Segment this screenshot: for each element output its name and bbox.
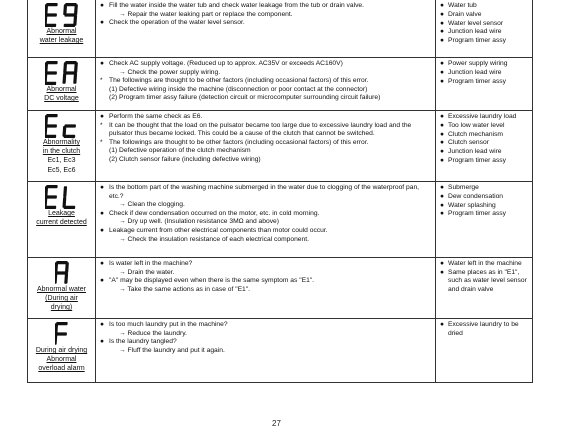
- bullet-icon: ●: [440, 148, 445, 156]
- check-item-text: → Repair the water leaking part or replace the component.: [119, 10, 293, 18]
- error-code-label: in the clutch: [42, 148, 81, 155]
- check-item: [99, 139, 433, 148]
- segment-display-code: [45, 114, 78, 138]
- related-part-text: Submerge: [448, 184, 479, 191]
- bullet-icon: ●: [100, 321, 105, 328]
- error-code-variant: Ec1, Ec3: [47, 157, 76, 164]
- check-item-text: → Check the insulation resistance of each electrical component.: [119, 235, 309, 243]
- check-procedure-cell: [96, 58, 436, 111]
- bullet-icon: ●: [440, 10, 445, 18]
- check-item: [99, 184, 433, 201]
- bullet-icon: ●: [440, 156, 445, 164]
- check-item-text: Fill the water inside the water tub and check water leakage from the tub or drain valve.: [109, 2, 365, 9]
- bullet-icon: ●: [440, 139, 445, 147]
- bullet-icon: ●: [100, 277, 105, 285]
- check-item-text: (2) Program timer assy failure (detection circuit or microcomputer surrounding circuit failure): [109, 94, 381, 102]
- check-item-text: It can be thought that the load on the pulsator became too large due to excessive laundry load and the pulsator thus became locked. This could be a cause of the clutch that cannot be switched.: [109, 121, 412, 138]
- check-item-text: Is too much laundry put in the machine?: [109, 321, 228, 328]
- check-item-text: → Dry up well. (Insulation resistance 3MΩ and above): [119, 218, 279, 226]
- related-part: [439, 60, 530, 69]
- check-procedure-cell: [96, 0, 436, 58]
- bullet-icon: ●: [440, 192, 445, 200]
- check-item-text: → Drain the water.: [119, 268, 175, 276]
- segment-display-code: [45, 185, 78, 209]
- bullet-icon: ●: [100, 2, 105, 9]
- segment-display-code: [45, 61, 78, 85]
- related-part: [439, 260, 530, 269]
- check-item: [99, 321, 433, 330]
- check-item-text: The followings are thought to be other factors (including occasional factors) of this error.: [109, 138, 369, 146]
- related-part: [439, 139, 530, 148]
- related-part-text: Water level sensor: [448, 19, 504, 27]
- related-part-text: Water splashing: [448, 201, 496, 209]
- related-part: [439, 69, 530, 78]
- check-item: [99, 277, 433, 286]
- segment-display-code: [55, 322, 69, 346]
- related-part-text: Program timer assy: [448, 156, 506, 164]
- bullet-icon: ●: [440, 28, 445, 36]
- bullet-icon: ●: [440, 268, 445, 276]
- bullet-icon: ●: [100, 209, 105, 217]
- check-item: [99, 19, 433, 28]
- bullet-icon: ●: [440, 68, 445, 76]
- check-item-text: The followings are thought to be other factors (including occasional factors) of this error.: [109, 77, 369, 85]
- error-code-cell: [28, 0, 96, 58]
- bullet-icon: ●: [440, 130, 445, 138]
- related-part-text: Program timer assy: [448, 210, 506, 218]
- check-item: [99, 236, 433, 245]
- related-part: [439, 113, 530, 122]
- segment-display-code: [55, 261, 69, 285]
- bullet-icon: ●: [100, 260, 105, 267]
- error-code-label: Abnormality: [43, 139, 80, 146]
- related-part-text: Same places as in "E1", such as water level sensor and drain valve: [448, 268, 527, 293]
- related-parts-cell: [436, 258, 533, 319]
- related-part: [439, 11, 530, 20]
- bullet-icon: ●: [440, 2, 445, 9]
- related-part: [439, 269, 530, 295]
- related-part-text: Clutch mechanism: [448, 130, 504, 138]
- related-part-text: Excessive laundry to be dried: [448, 321, 519, 337]
- error-code-label: DC voltage: [44, 95, 79, 102]
- related-parts-cell: [436, 182, 533, 258]
- related-part-text: Power supply wiring: [448, 60, 508, 67]
- check-procedure-cell: [96, 182, 436, 258]
- check-item: [99, 77, 433, 86]
- related-part-text: Excessive laundry load: [448, 113, 517, 120]
- check-procedure-cell: [96, 319, 436, 383]
- related-part: [439, 210, 530, 219]
- error-code-label: overload alarm: [38, 365, 85, 372]
- related-parts-cell: [436, 0, 533, 58]
- related-part: [439, 321, 530, 338]
- bullet-icon: ●: [440, 260, 445, 267]
- related-part: [439, 157, 530, 166]
- related-part: [439, 2, 530, 11]
- error-code-label: current detected: [36, 219, 87, 226]
- check-item: [99, 60, 433, 69]
- check-item: [99, 269, 433, 278]
- related-parts-cell: [436, 319, 533, 383]
- bullet-icon: ●: [100, 113, 105, 120]
- related-part-text: Clutch sensor: [448, 139, 489, 147]
- error-code-label: Abnormal: [46, 86, 77, 93]
- check-item: [99, 338, 433, 347]
- segment-display-code: [45, 3, 78, 27]
- check-item: [99, 94, 433, 103]
- related-part-text: Junction lead wire: [448, 28, 502, 36]
- error-code-label: Leakage: [48, 210, 75, 217]
- asterisk-icon: *: [100, 121, 103, 129]
- check-item: [99, 227, 433, 236]
- related-part-text: Junction lead wire: [448, 68, 502, 76]
- error-code-label: water leakage: [39, 37, 84, 44]
- error-code-label: During air drying: [35, 347, 88, 354]
- check-item-text: → Fluff the laundry and put it again.: [119, 346, 225, 354]
- related-part-text: Program timer assy: [448, 77, 506, 85]
- bullet-icon: ●: [100, 60, 105, 67]
- bullet-icon: ●: [100, 184, 105, 191]
- check-item: [99, 260, 433, 269]
- related-part-text: Junction lead wire: [448, 148, 502, 156]
- check-item-text: Perform the same check as E6.: [109, 113, 203, 120]
- error-row: [28, 319, 533, 383]
- related-part-text: Too low water level: [448, 121, 505, 129]
- related-part: [439, 148, 530, 157]
- error-code-cell: [28, 111, 96, 182]
- check-item-text: Is water left in the machine?: [109, 260, 193, 267]
- check-item-text: → Clean the clogging.: [119, 201, 185, 209]
- check-item: [99, 330, 433, 339]
- check-item: [99, 210, 433, 219]
- bullet-icon: ●: [440, 19, 445, 27]
- error-code-cell: [28, 319, 96, 383]
- error-code-label: Abnormal: [46, 28, 77, 35]
- related-part: [439, 28, 530, 37]
- check-item: [99, 147, 433, 156]
- related-part: [439, 122, 530, 131]
- error-row: [28, 111, 533, 182]
- check-item: [99, 201, 433, 210]
- bullet-icon: ●: [100, 226, 105, 234]
- check-item-text: Is the bottom part of the washing machine submerged in the water due to clogging of the waterproof pan, etc.?: [109, 184, 420, 200]
- related-part-text: Dew condensation: [448, 192, 504, 200]
- bullet-icon: ●: [440, 321, 445, 328]
- check-item-text: → Take the same actions as in case of "E1".: [119, 285, 251, 293]
- bullet-icon: ●: [440, 37, 445, 45]
- bullet-icon: ●: [100, 338, 105, 346]
- check-item: [99, 113, 433, 122]
- related-part-text: Program timer assy: [448, 37, 506, 45]
- bullet-icon: ●: [440, 113, 445, 120]
- check-item-text: (2) Clutch sensor failure (including defective wiring): [109, 155, 261, 163]
- check-item: [99, 2, 433, 11]
- check-item-text: Check if dew condensation occurred on the motor, etc. in cold morning.: [109, 209, 320, 217]
- related-part: [439, 37, 530, 46]
- related-part-text: Water left in the machine: [448, 260, 522, 267]
- bullet-icon: ●: [440, 184, 445, 191]
- check-item-text: → Reduce the laundry.: [119, 329, 187, 337]
- related-part-text: Drain valve: [448, 10, 482, 18]
- check-item-text: "A" may be displayed even when there is the same symptom as "E1".: [109, 277, 315, 285]
- error-row: [28, 0, 533, 58]
- check-item: [99, 347, 433, 356]
- check-item-text: Leakage current from other electrical components than motor could occur.: [109, 226, 328, 234]
- error-code-label: Abnormal: [46, 356, 77, 363]
- bullet-icon: ●: [440, 121, 445, 129]
- bullet-icon: ●: [100, 19, 105, 27]
- check-item: [99, 86, 433, 95]
- bullet-icon: ●: [440, 77, 445, 85]
- related-part: [439, 202, 530, 211]
- related-part: [439, 184, 530, 193]
- check-item-text: (1) Defective wiring inside the machine (disconnection or poor contact at the connector): [109, 85, 368, 93]
- related-part: [439, 20, 530, 29]
- related-part: [439, 131, 530, 140]
- check-item-text: (1) Defective operation of the clutch mechanism: [109, 147, 251, 155]
- check-item: [99, 156, 433, 165]
- error-row: [28, 58, 533, 111]
- error-code-label: Abnormal water: [36, 286, 87, 293]
- error-row: [28, 258, 533, 319]
- check-item: [99, 69, 433, 78]
- error-code-cell: [28, 58, 96, 111]
- check-item-text: Is the laundry tangled?: [109, 338, 177, 346]
- check-procedure-cell: [96, 258, 436, 319]
- bullet-icon: ●: [440, 60, 445, 67]
- related-part: [439, 78, 530, 87]
- check-item-text: Check AC supply voltage. (Reduced up to approx. AC35V or exceeds AC160V): [109, 60, 343, 67]
- error-code-variant: Ec5, Ec6: [47, 167, 76, 174]
- error-code-cell: [28, 258, 96, 319]
- check-procedure-cell: [96, 111, 436, 182]
- asterisk-icon: *: [100, 138, 103, 146]
- error-code-label: drying): [50, 304, 73, 311]
- error-code-cell: [28, 182, 96, 258]
- page-number: 27: [272, 419, 281, 428]
- related-part: [439, 193, 530, 202]
- check-item: [99, 286, 433, 295]
- check-item-text: → Check the power supply wiring.: [119, 68, 221, 76]
- related-parts-cell: [436, 58, 533, 111]
- check-item-text: Check the operation of the water level sensor.: [109, 19, 245, 27]
- error-row: [28, 182, 533, 258]
- related-parts-cell: [436, 111, 533, 182]
- asterisk-icon: *: [100, 77, 103, 85]
- bullet-icon: ●: [440, 210, 445, 218]
- error-code-table: [27, 0, 533, 383]
- error-code-label: (During air: [45, 295, 78, 302]
- check-item: [99, 11, 433, 20]
- related-part-text: Water tub: [448, 2, 477, 9]
- check-item: [99, 218, 433, 227]
- bullet-icon: ●: [440, 201, 445, 209]
- check-item: [99, 122, 433, 139]
